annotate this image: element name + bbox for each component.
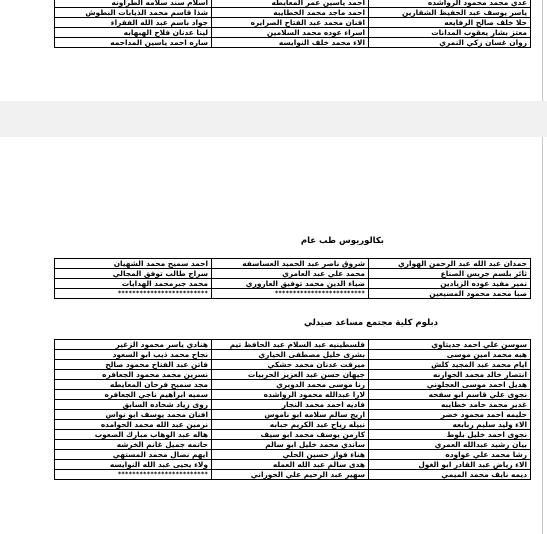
name-cell: ياسر يوسف عبد الحفيظ الشقارين	[369, 8, 531, 18]
table-row	[55, 18, 531, 28]
table-row	[55, 28, 531, 38]
name-cell: شروق ناصر عبد الحميد العساسفه	[212, 259, 369, 269]
top-names-table	[54, 0, 531, 48]
name-cell: رنا موسى محمد الدويري	[212, 380, 369, 390]
name-cell: هناء فواز حسين الحلي	[212, 450, 369, 460]
name-cell: روى زياد شحاده السابق	[55, 400, 212, 410]
name-cell: نمير مفيد عوده الزيادين	[369, 279, 531, 289]
bachelor-medicine-heading: بكالوريوس طب عام	[300, 236, 384, 246]
name-cell: هدى سالم عبد الله العمله	[212, 460, 369, 470]
table-row	[55, 8, 531, 18]
name-cell: هبه محمد امين موسى	[369, 350, 531, 360]
name-cell: ميرفت عدنان محمد حشكي	[212, 360, 369, 370]
name-cell: ايام محمد عبد المجيد كلش	[369, 360, 531, 370]
table-row	[55, 410, 531, 420]
name-cell: نجوى علي قاسم ابو سفحه	[369, 390, 531, 400]
name-cell: الاء رياض عبد القادر ابو الغول	[369, 460, 531, 470]
name-cell: حلا خلف صالح الرفايعه	[369, 18, 531, 28]
name-cell: اسلام سند سلامه الطراونه	[55, 0, 212, 8]
table-row	[55, 269, 531, 279]
name-cell: عدي محمد محمود الرواشده	[369, 0, 531, 8]
name-cell: بيان رشيد عبدالله العمري	[369, 440, 531, 450]
name-cell: نرمين عبد الله محمد الحوامده	[55, 420, 212, 430]
right-edge-line-top	[542, 0, 543, 101]
name-cell: محمد علي عبد العامري	[212, 269, 369, 279]
name-cell: محمد جبرمحمد الهدايات	[55, 279, 212, 289]
name-cell: غدير محمد حامد خطايبه	[369, 400, 531, 410]
name-cell: انتصار خالد محمد الحوارنه	[369, 370, 531, 380]
name-cell: نسرين محمد محمود الجعافره	[55, 370, 212, 380]
name-cell: *************************	[55, 289, 212, 299]
name-cell: بشرى خليل مصطفى الحياري	[212, 350, 369, 360]
name-cell: لينا عدنان فلاح الهبهابه	[55, 28, 212, 38]
name-cell: حاتمه جميل غانم الخرشه	[55, 440, 212, 450]
name-cell: شذا قاسم محمد الذيابات البطوش	[55, 8, 212, 18]
table-row	[55, 279, 531, 289]
name-cell: فلسطينيه عبد السلام عبد الحافظ تيم	[212, 340, 369, 350]
name-cell: مجد سميح فرحان المعايطه	[55, 380, 212, 390]
name-cell: الاء وليد سليم ربابعه	[369, 420, 531, 430]
table-row	[55, 380, 531, 390]
bachelor-medicine-table	[54, 258, 531, 299]
name-cell: ثائر بلسم جريس الصناع	[369, 269, 531, 279]
name-cell: ايهم نضال محمد المستهي	[55, 450, 212, 460]
name-cell: معتز بشار يعقوب المدانات	[369, 28, 531, 38]
name-cell: هاله عبد الوهاب مبارك الصعوب	[55, 430, 212, 440]
table-row	[55, 38, 531, 48]
name-cell: اسراء عوده محمد السلامين	[212, 28, 369, 38]
pharmacy-assistant-heading: دبلوم كلية مجتمع مساعد صيدلي	[303, 318, 438, 328]
name-cell: سراج طالب توفق المجالي	[55, 269, 212, 279]
table-row	[55, 390, 531, 400]
name-cell: هنادي ياسر محمود الزغير	[55, 340, 212, 350]
name-cell: احمد سميح محمد الشهيان	[55, 259, 212, 269]
table-row	[55, 360, 531, 370]
name-cell: نجاح محمد ذيب ابو السعود	[55, 350, 212, 360]
name-cell: ولاء يحيى عبد الله النوايسه	[55, 460, 212, 470]
name-cell: فاديه احمد محمد النجار	[212, 400, 369, 410]
table-row	[55, 400, 531, 410]
name-cell: كارمن يوسف محمد ابو سيف	[212, 430, 369, 440]
name-cell: روان غسان زكي النمري	[369, 38, 531, 48]
name-cell: اريج سالم سلامه ابو ناموس	[212, 410, 369, 420]
name-cell: صبا محمد محمود المسيعين	[369, 289, 531, 299]
name-cell: ساندي محمد خليل ابو سالم	[212, 440, 369, 450]
name-cell: حليمه احمد محمود خضر	[369, 410, 531, 420]
table-row	[55, 420, 531, 430]
table-row	[55, 289, 531, 299]
table-row	[55, 460, 531, 470]
name-cell: احمد ماجد محمد الخطايبه	[212, 8, 369, 18]
table-row	[55, 350, 531, 360]
table-row	[55, 470, 531, 480]
name-cell: نبيله رياح عبد الكريم حبابه	[212, 420, 369, 430]
table-row	[55, 340, 531, 350]
table-row	[55, 440, 531, 450]
name-cell: ضياء الدين محمد توفيق العاروري	[212, 279, 369, 289]
name-cell: *************************	[212, 289, 369, 299]
name-cell: رشا محمد علي عواوده	[369, 450, 531, 460]
name-cell: نجوى احمد خليل بلوط	[369, 430, 531, 440]
name-cell: افنان محمد يوسف ابو نواس	[55, 410, 212, 420]
name-cell: سوسن علي احمد جديتاوي	[369, 340, 531, 350]
page-break-band	[0, 101, 547, 137]
name-cell: سهير عبد الرحيم علي الحوراني	[212, 470, 369, 480]
name-cell: حمدان عبد الله عبد الرحمن الهواري	[369, 259, 531, 269]
pharmacy-assistant-table	[54, 339, 531, 480]
name-cell: افنان محمد عبد الفتاح الصرايره	[212, 18, 369, 28]
table-row	[55, 430, 531, 440]
name-cell: سميه ابراهيم ناجي الجعافره	[55, 390, 212, 400]
table-row	[55, 0, 531, 8]
name-cell: *************************	[55, 470, 212, 480]
name-cell: الاء محمد خلف النوايسه	[212, 38, 369, 48]
name-cell: فاتن عبد الفتاح محمود صالح	[55, 360, 212, 370]
right-edge-line-bottom	[542, 137, 543, 534]
name-cell: ساره احمد ياسين المداحمه	[55, 38, 212, 48]
name-cell: ديمه نايف محمد الميمي	[369, 470, 531, 480]
table-row	[55, 450, 531, 460]
name-cell: لارا عبدالله محمود الرواشده	[212, 390, 369, 400]
name-cell: هديل احمد موسى العجلوني	[369, 380, 531, 390]
table-row	[55, 259, 531, 269]
name-cell: احمد ياسين عمر المعايطه	[212, 0, 369, 8]
name-cell: جواد باسم عبد الله الفقراء	[55, 18, 212, 28]
table-row	[55, 370, 531, 380]
name-cell: جيهان حسن عبد العزيز الحربيات	[212, 370, 369, 380]
